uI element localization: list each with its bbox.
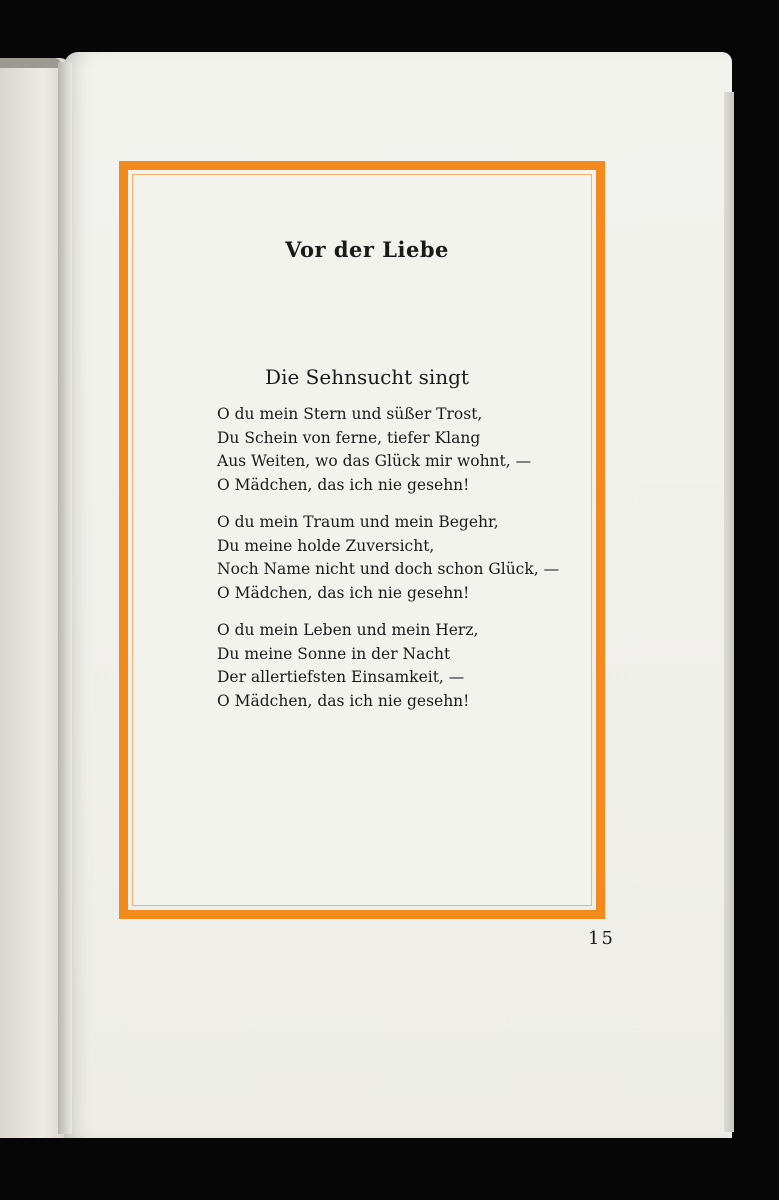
section-title: Vor der Liebe (285, 237, 449, 262)
stanza-3 (217, 619, 597, 713)
poem-line: O du mein Traum und mein Begehr, (217, 513, 499, 531)
page-number: 15 (588, 928, 615, 949)
poem-line: O du mein Leben und mein Herz, (217, 621, 479, 639)
poem-title: Die Sehnsucht singt (265, 365, 469, 389)
poem-line: Du meine Sonne in der Nacht (217, 644, 451, 663)
stanza-2 (217, 511, 597, 605)
poem-line: O Mädchen, das ich nie gesehn! (217, 475, 470, 494)
poem-line: Du meine holde Zuversicht, (217, 536, 435, 555)
book-gutter (58, 62, 72, 1134)
poem-line: Der allertiefsten Einsamkeit, — (217, 668, 465, 686)
decorative-orange-frame (119, 161, 605, 919)
left-page-edge (0, 58, 62, 68)
poem-line: O du mein Stern und süßer Trost, (217, 405, 483, 423)
poem-line: Noch Name nicht und doch schon Glück, — (217, 560, 560, 578)
poem-line: Du Schein von ferne, tiefer Klang (217, 428, 481, 447)
poem-line: O Mädchen, das ich nie gesehn! (217, 583, 470, 602)
frame-inner-rule (132, 174, 592, 906)
poem-line: Aus Weiten, wo das Glück mir wohnt, — (217, 452, 532, 470)
page-edge (724, 92, 734, 1132)
poem-line: O Mädchen, das ich nie gesehn! (217, 691, 470, 710)
stanza-1 (217, 403, 597, 497)
